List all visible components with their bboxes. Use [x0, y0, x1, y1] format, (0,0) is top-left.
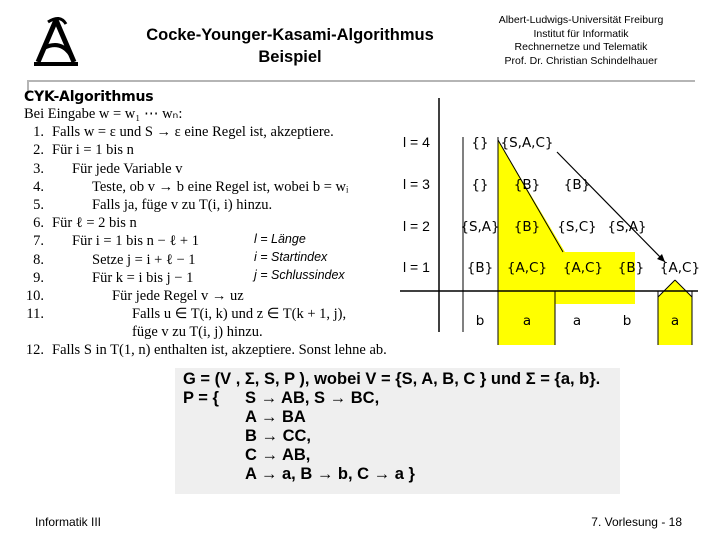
algorithm-line-number: 2.	[33, 142, 44, 159]
slide-title-line1: Cocke-Younger-Kasami-Algorithmus	[146, 26, 434, 44]
grammar-rule: B → CC,	[245, 427, 311, 445]
cyk-cell: {A,C}	[562, 260, 604, 276]
cyk-cell: {B}	[617, 260, 645, 276]
cyk-input-symbol: a	[522, 313, 532, 329]
header-divider	[27, 80, 695, 82]
algorithm-line-text: Für i = 1 bis n	[52, 142, 134, 159]
slide-title-line2: Beispiel	[258, 48, 322, 66]
algorithm-line-number: 7.	[33, 233, 44, 250]
cyk-cell: {S,A}	[607, 219, 647, 235]
algorithm-listing	[24, 106, 454, 361]
algorithm-line	[24, 142, 454, 160]
algorithm-line-text: Setze j = i + ℓ − 1	[92, 251, 196, 268]
footer-page-number: 7. Vorlesung - 18	[591, 515, 682, 529]
institution-line: Albert-Ludwigs-Universität Freiburg	[498, 14, 664, 26]
algorithm-line	[24, 252, 454, 270]
cyk-cell: {}	[471, 177, 489, 193]
algorithm-line-text: Falls u ∈ T(i, k) und z ∈ T(k + 1, j),	[132, 306, 347, 323]
grammar-header: G = (V , Σ, S, P ), wobei V = {S, A, B, C } und Σ = {a, b}.	[183, 370, 601, 388]
index-legend	[254, 230, 345, 284]
algorithm-line-number: 9.	[33, 269, 44, 286]
institution-line: Institut für Informatik	[533, 27, 629, 40]
grammar-rule: A → BA	[245, 408, 306, 426]
algorithm-line	[24, 215, 454, 233]
algorithm-line-number: 11.	[26, 306, 44, 323]
grammar-rule-row	[183, 465, 600, 484]
cyk-input-symbol: a	[572, 313, 582, 329]
cyk-cell: {S,C}	[557, 219, 597, 235]
cyk-cell: {A,C}	[659, 260, 701, 276]
cyk-input-symbol: b	[475, 313, 485, 329]
algorithm-line	[24, 233, 454, 251]
algorithm-line	[24, 161, 454, 179]
algorithm-line-text: Für i = 1 bis n − ℓ + 1	[72, 233, 199, 250]
legend-end-index: j = Schlussindex	[254, 268, 345, 282]
cyk-input-symbol: a	[670, 313, 680, 329]
cyk-row-label: l = 3	[403, 176, 430, 192]
grammar-rule-row	[183, 408, 600, 427]
algorithm-line	[24, 306, 454, 324]
algorithm-line-text: Für k = i bis j − 1	[92, 269, 194, 286]
university-logo-icon	[30, 12, 82, 68]
legend-start-index: i = Startindex	[254, 250, 328, 264]
grammar-rule: C → AB,	[245, 446, 311, 464]
cyk-highlight-region	[498, 140, 635, 345]
algorithm-line-text: Falls ja, füge v zu T(i, i) hinzu.	[92, 196, 273, 213]
algorithm-line	[24, 270, 454, 288]
cyk-row-label: l = 1	[403, 259, 430, 275]
institution-line: Prof. Dr. Christian Schindelhauer	[504, 54, 658, 67]
slide-title	[100, 24, 480, 68]
cyk-cell: {B}	[563, 177, 591, 193]
algorithm-line	[24, 124, 454, 142]
grammar-definition	[183, 370, 600, 484]
grammar-p-label: P = {	[183, 389, 219, 407]
grammar-rule-row	[183, 446, 600, 465]
algorithm-line-text: Für jede Regel v → uz	[112, 287, 244, 304]
cyk-cell: {B}	[513, 219, 541, 235]
algorithm-line-text: Für jede Variable v	[72, 160, 183, 177]
grammar-rule: S → AB, S → BC,	[245, 389, 380, 407]
cyk-cell: {S,A}	[460, 219, 500, 235]
algorithm-line-number: 1.	[33, 124, 44, 141]
algorithm-line	[24, 179, 454, 197]
cyk-table-diagram	[395, 92, 705, 362]
grammar-rule: A → a, B → b, C → a }	[245, 465, 415, 483]
algorithm-line-text: füge v zu T(i, j) hinzu.	[132, 324, 263, 341]
algorithm-line-number: 4.	[33, 178, 44, 195]
cyk-cell: {B}	[466, 260, 494, 276]
algorithm-title: CYK-Algorithmus	[24, 89, 154, 105]
algorithm-line-number: 8.	[33, 251, 44, 268]
algorithm-line-number: 12.	[25, 342, 44, 359]
cyk-row-label: l = 2	[403, 218, 430, 234]
algorithm-line	[24, 324, 454, 342]
cyk-cell: {A,C}	[506, 260, 548, 276]
algorithm-line	[24, 197, 454, 215]
cyk-input-symbol: b	[622, 313, 632, 329]
algorithm-line-number: 5.	[33, 196, 44, 213]
algorithm-line-number: 3.	[33, 160, 44, 177]
algorithm-intro	[24, 106, 454, 124]
footer-course: Informatik III	[35, 515, 102, 529]
algorithm-line-number: 10.	[25, 287, 44, 304]
cyk-row-label: l = 4	[403, 134, 430, 150]
algorithm-line-text: Falls S in T(1, n) enthalten ist, akzeptiere. Sonst lehne ab.	[52, 342, 387, 359]
algorithm-line-text: Teste, ob v → b eine Regel ist, wobei b = wᵢ	[92, 178, 349, 195]
algorithm-line	[24, 288, 454, 306]
algorithm-intro-text: Bei Eingabe w = w₁ ⋯ wₙ:	[24, 106, 183, 122]
institution-block	[466, 14, 696, 68]
cyk-cell: {B}	[513, 177, 541, 193]
algorithm-line-number: 6.	[33, 215, 44, 232]
legend-length: l = Länge	[254, 232, 306, 246]
algorithm-line-text: Falls w = ε und S → ε eine Regel ist, akzeptiere.	[52, 124, 334, 141]
cyk-cell: {}	[471, 135, 489, 151]
grammar-rule-row	[183, 427, 600, 446]
institution-line: Rechnernetze und Telematik	[514, 41, 648, 53]
algorithm-line	[24, 342, 454, 360]
cyk-cell: {S,A,C}	[500, 135, 554, 151]
grammar-rule-row	[183, 389, 600, 408]
algorithm-line-text: Für ℓ = 2 bis n	[52, 215, 137, 232]
